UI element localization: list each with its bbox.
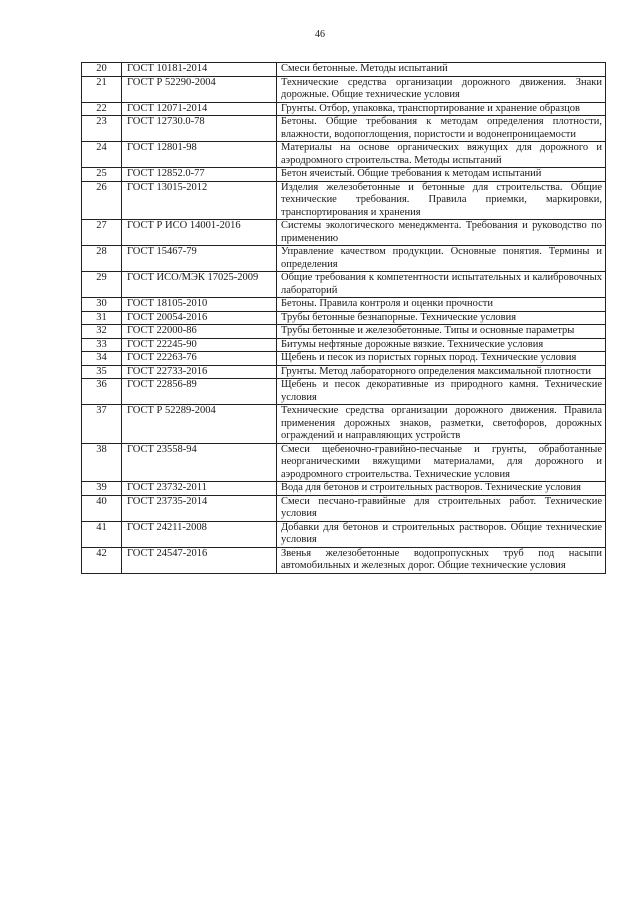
- table-row: [82, 116, 606, 142]
- standard-code: ГОСТ 24547-2016: [122, 547, 277, 573]
- table-row: [82, 547, 606, 573]
- row-number: 20: [82, 63, 122, 77]
- standard-title: Трубы бетонные безнапорные. Технические условия: [277, 311, 606, 325]
- row-number: 23: [82, 116, 122, 142]
- standard-code: ГОСТ 12730.0-78: [122, 116, 277, 142]
- row-number: 30: [82, 298, 122, 312]
- standards-table: [81, 62, 606, 574]
- standard-code: ГОСТ 22000-86: [122, 325, 277, 339]
- standard-title: Бетон ячеистый. Общие требования к методам испытаний: [277, 168, 606, 182]
- standard-code: ГОСТ 23732-2011: [122, 482, 277, 496]
- standard-title: Грунты. Метод лабораторного определения максимальной плотности: [277, 365, 606, 379]
- standard-code: ГОСТ 22856-89: [122, 379, 277, 405]
- row-number: 27: [82, 220, 122, 246]
- standard-title: Технические средства организации дорожного движения. Правила применения дорожных знаков, разметки, светофоров, дорожных ограждений и направляющих устройств: [277, 405, 606, 444]
- table-row: [82, 325, 606, 339]
- table-row: [82, 181, 606, 220]
- row-number: 33: [82, 338, 122, 352]
- standard-title: Смеси бетонные. Методы испытаний: [277, 63, 606, 77]
- standard-title: Вода для бетонов и строительных растворов. Технические условия: [277, 482, 606, 496]
- standard-code: ГОСТ 13015-2012: [122, 181, 277, 220]
- standard-title: Грунты. Отбор, упаковка, транспортирование и хранение образцов: [277, 102, 606, 116]
- page-number: 46: [315, 29, 325, 40]
- row-number: 39: [82, 482, 122, 496]
- row-number: 37: [82, 405, 122, 444]
- table-row: [82, 142, 606, 168]
- table-row: [82, 443, 606, 482]
- standard-code: ГОСТ 15467-79: [122, 246, 277, 272]
- table-row: [82, 246, 606, 272]
- table-row: [82, 76, 606, 102]
- row-number: 24: [82, 142, 122, 168]
- row-number: 42: [82, 547, 122, 573]
- standard-code: ГОСТ 10181-2014: [122, 63, 277, 77]
- table-row: [82, 311, 606, 325]
- table-row: [82, 63, 606, 77]
- row-number: 29: [82, 272, 122, 298]
- row-number: 36: [82, 379, 122, 405]
- standard-title: Щебень и песок из пористых горных пород. Технические условия: [277, 352, 606, 366]
- row-number: 41: [82, 521, 122, 547]
- standard-title: Управление качеством продукции. Основные понятия. Термины и определения: [277, 246, 606, 272]
- standard-code: ГОСТ 22263-76: [122, 352, 277, 366]
- table-row: [82, 521, 606, 547]
- standard-code: ГОСТ 12852.0-77: [122, 168, 277, 182]
- standard-code: ГОСТ 22733-2016: [122, 365, 277, 379]
- standard-title: Бетоны. Правила контроля и оценки прочности: [277, 298, 606, 312]
- standard-title: Смеси песчано-гравийные для строительных работ. Технические условия: [277, 495, 606, 521]
- standard-title: Битумы нефтяные дорожные вязкие. Технические условия: [277, 338, 606, 352]
- table-row: [82, 102, 606, 116]
- standard-title: Общие требования к компетентности испытательных и калибровочных лабораторий: [277, 272, 606, 298]
- standard-code: ГОСТ Р ИСО 14001-2016: [122, 220, 277, 246]
- table-row: [82, 220, 606, 246]
- row-number: 22: [82, 102, 122, 116]
- table-row: [82, 495, 606, 521]
- standard-code: ГОСТ 24211-2008: [122, 521, 277, 547]
- standard-code: ГОСТ ИСО/МЭК 17025-2009: [122, 272, 277, 298]
- row-number: 38: [82, 443, 122, 482]
- row-number: 28: [82, 246, 122, 272]
- table-row: [82, 379, 606, 405]
- row-number: 40: [82, 495, 122, 521]
- standard-title: Материалы на основе органических вяжущих для дорожного и аэродромного строительства. Методы испытаний: [277, 142, 606, 168]
- standard-title: Звенья железобетонные водопропускных труб под насыпи автомобильных и железных дорог. Общие технические условия: [277, 547, 606, 573]
- row-number: 25: [82, 168, 122, 182]
- standard-title: Изделия железобетонные и бетонные для строительства. Общие технические требования. Правила приемки, маркировки, транспортирования и хранения: [277, 181, 606, 220]
- standard-title: Смеси щебеночно-гравийно-песчаные и грунты, обработанные неорганическими вяжущими материалами, для дорожного и аэродромного строительства. Технические условия: [277, 443, 606, 482]
- standard-code: ГОСТ 22245-90: [122, 338, 277, 352]
- table-row: [82, 365, 606, 379]
- standard-title: Системы экологического менеджмента. Требования и руководство по применению: [277, 220, 606, 246]
- row-number: 21: [82, 76, 122, 102]
- row-number: 32: [82, 325, 122, 339]
- standard-code: ГОСТ 12801-98: [122, 142, 277, 168]
- standard-title: Щебень и песок декоративные из природного камня. Технические условия: [277, 379, 606, 405]
- standard-code: ГОСТ 20054-2016: [122, 311, 277, 325]
- table-row: [82, 405, 606, 444]
- standard-title: Добавки для бетонов и строительных растворов. Общие технические условия: [277, 521, 606, 547]
- table-row: [82, 352, 606, 366]
- table-row: [82, 272, 606, 298]
- row-number: 34: [82, 352, 122, 366]
- table-row: [82, 168, 606, 182]
- standard-code: ГОСТ Р 52289-2004: [122, 405, 277, 444]
- table-row: [82, 482, 606, 496]
- standard-code: ГОСТ 18105-2010: [122, 298, 277, 312]
- row-number: 26: [82, 181, 122, 220]
- table-row: [82, 298, 606, 312]
- standard-code: ГОСТ Р 52290-2004: [122, 76, 277, 102]
- table-row: [82, 338, 606, 352]
- standard-code: ГОСТ 23558-94: [122, 443, 277, 482]
- standard-title: Трубы бетонные и железобетонные. Типы и основные параметры: [277, 325, 606, 339]
- standard-title: Бетоны. Общие требования к методам определения плотности, влажности, водопоглощения, пористости и водонепроницаемости: [277, 116, 606, 142]
- row-number: 31: [82, 311, 122, 325]
- row-number: 35: [82, 365, 122, 379]
- standard-title: Технические средства организации дорожного движения. Знаки дорожные. Общие технические условия: [277, 76, 606, 102]
- standard-code: ГОСТ 23735-2014: [122, 495, 277, 521]
- standard-code: ГОСТ 12071-2014: [122, 102, 277, 116]
